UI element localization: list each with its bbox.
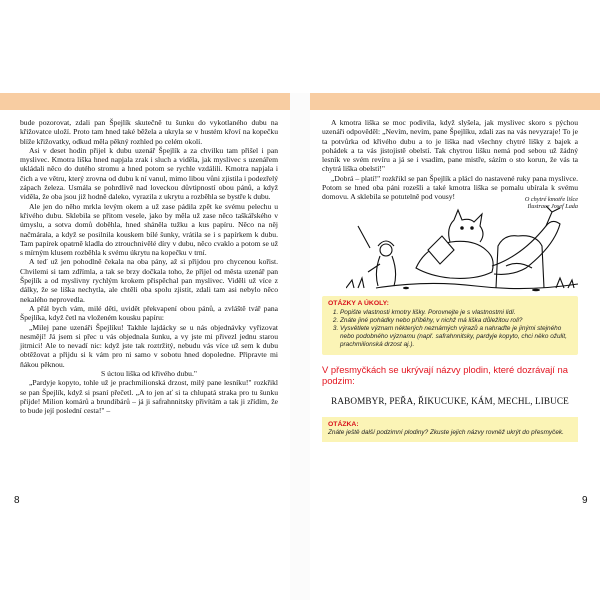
paragraph: A kmotra liška se moc podivila, když slyšela, jak myslivec skoro s pýchou uzenáři odpověděl: „Nevím, nevím, pane Špejlíku, zdali zas na vás nevyzraje! To je ta potvůrka od křivého dubu a to je liška nad všechny chytré lišky z bajek a pohádek a ta vás jistojistě obelstí. Tak chytrou lišku nemá pod sebou už žádný lesník ve svém revíru a já se i vsadím, pane mistře, sázím o sto korun, že vás ta chytrá liška obelstí!" [322, 118, 578, 174]
question-heading: OTÁZKA: [328, 420, 359, 428]
quiz-item: 3. Vysvětlete význam některých neznámých výrazů a nahraďte je jinými stejného nebo podobného významu (např. safrahnnitsky, pardyje kopyto, chci něko ožulit, prachmilionská drzost aj.). [340, 325, 572, 350]
anagram-task: V přesmyčkách se ukrývají názvy plodin, které dozrávají na podzim: [322, 363, 568, 387]
question-box [322, 417, 578, 442]
paragraph: bude pozorovat, zdali pan Špejlík skutečně tu šunku do vykotlaného dubu na křižovatce uloží. Proto tam hned také běžela a ukryla se v hustém křoví na kopečku blíže křižovatky, odkud měla pěkný rozhled po celém okolí. [20, 118, 278, 146]
right-page [322, 118, 578, 442]
quiz-list [328, 309, 572, 350]
anagram-words: RABOMBYR, PEŘA, ŘIKUCUKE, KÁM, MECHL, LIBUCE [331, 395, 569, 406]
question-text: Znáte ještě další podzimní plodiny? Zkuste jejich názvy rovněž ukrýt do přesmyček. [328, 428, 564, 436]
paragraph: Ale jen do něho mrkla levým okem a už zase pádila zpět ke svému pelechu u křivého dubu. Sklebila se přitom vesele, jako by měla už zase něco taškářského v úmyslu, a sotva domů doběhla, hned sháněla tužku a kus papíru. Něco na něj načmárala, a když se posilnila kouskem bílé šunky, vrátila se i s papírkem k dubu. Tam papírek opatrně kladla do ztrouchnivělé díry v dubu, něco cvaklo a potom se už s mírným klusem rozběhla k svému úkrytu na kopečku v trní. [20, 201, 278, 258]
book-spine [290, 93, 310, 600]
page-number-left: 8 [14, 495, 20, 506]
quiz-heading: OTÁZKY A ÚKOLY: [328, 299, 389, 307]
paragraph: „Dobrá – platí!" rozkřikl se pan Špejlík a plácl do nastavené ruky pana myslivce. Potom se hned oba páni rozešli a také kmotra liška se pomalu ubírala k svému domovu. A sklebila se potutelně pod vousy! [322, 173, 578, 202]
paragraph: „Pardyje kopyto, tohle už je prachmilionská drzost, milý pane lesníku!" rozkřikl se pan Špejlík, když si psaní přečetl. „A to jen ať si ta chlupatá straka pro tu šunku přijde! Milion komárů a brundibárů – já ji safrahnnitsky přivítám a tak ji zřídím, že to bude její poslední cesta!" – [20, 378, 278, 416]
illustration-caption: O chytré kmotře lišce Ilustrace Josef Lada [524, 195, 578, 210]
paragraph: „Milej pane uzenáři Špejlíku! Takhle lajdácky se u nás objednávky vyřizovat nesmějí! Já jsem si přec u vás objednala šunku, a vy jste mi přivezl jednu starou jitrnici! Ale to nevadí nic: když jste tak roztržitý, nebudu vás více už sem k dubu obtěžovat a přijdu si k vám pro ni samo v sobotu hned dopoledne. Připravte mi ňákou pěknou. [20, 322, 278, 369]
paragraph: A teď už jen pohodlně čekala na oba pány, až si přijdou pro chycenou kořist. Chvilemi si tam zdřímla, a tak se brzy dočkala toho, že přijel od města uzenář pan Špejlík a od myslivny rychlým krokem přispěchal pan myslivec. Viděli už více z dálky, že se liška nechytla, ale chtěli oba spolu zjistit, zdali tam asi nebylo něco nekalého neprovedla. [20, 257, 278, 304]
right-header-band [310, 93, 600, 110]
quiz-item: 2. Znáte jiné pohádky nebo příběhy, v nichž má liška důležitou roli? [340, 317, 572, 325]
paragraph: Asi v deset hodin přijel k dubu uzenář Špejlík a za chvilku tam přišel i pan myslivec. Kmotra liška hned napjala zrak i sluch a viděla, jak myslivec s uzenářem ukládali něco do dutého stromu a hned potom se rychle vzdálili. Kmotra napjala i čich a ve větru, který zrovna od dubu k ní vanul, mimo libou vůni zjistila i podezřelý zápach železa. Usmála se pohrdlivě nad loveckou důvtipností obou pánů, a když viděla, že oba jsou již hodně daleko, vyrazila z ukrytu a rozběhla se bystře k dubu. [20, 145, 278, 202]
top-blank-area [0, 0, 600, 92]
quiz-item: 1. Popište vlastnosti kmotry lišky. Porovnejte je s vlastnostmi lidí. [340, 309, 572, 317]
illustration [346, 195, 578, 292]
quiz-box [322, 296, 578, 355]
left-header-band [0, 93, 290, 110]
paragraph: A přál bych vám, milé děti, uvidět překvapení obou pánů, a zvláště tvář pana Špejlíka, když četl na vloženém kousku papíru: [20, 303, 278, 323]
paragraph-signature: S úctou liška od křivého dubu." [101, 369, 197, 379]
left-page [20, 118, 278, 416]
page-number-right: 9 [582, 495, 588, 506]
fox-drawing [346, 206, 578, 292]
